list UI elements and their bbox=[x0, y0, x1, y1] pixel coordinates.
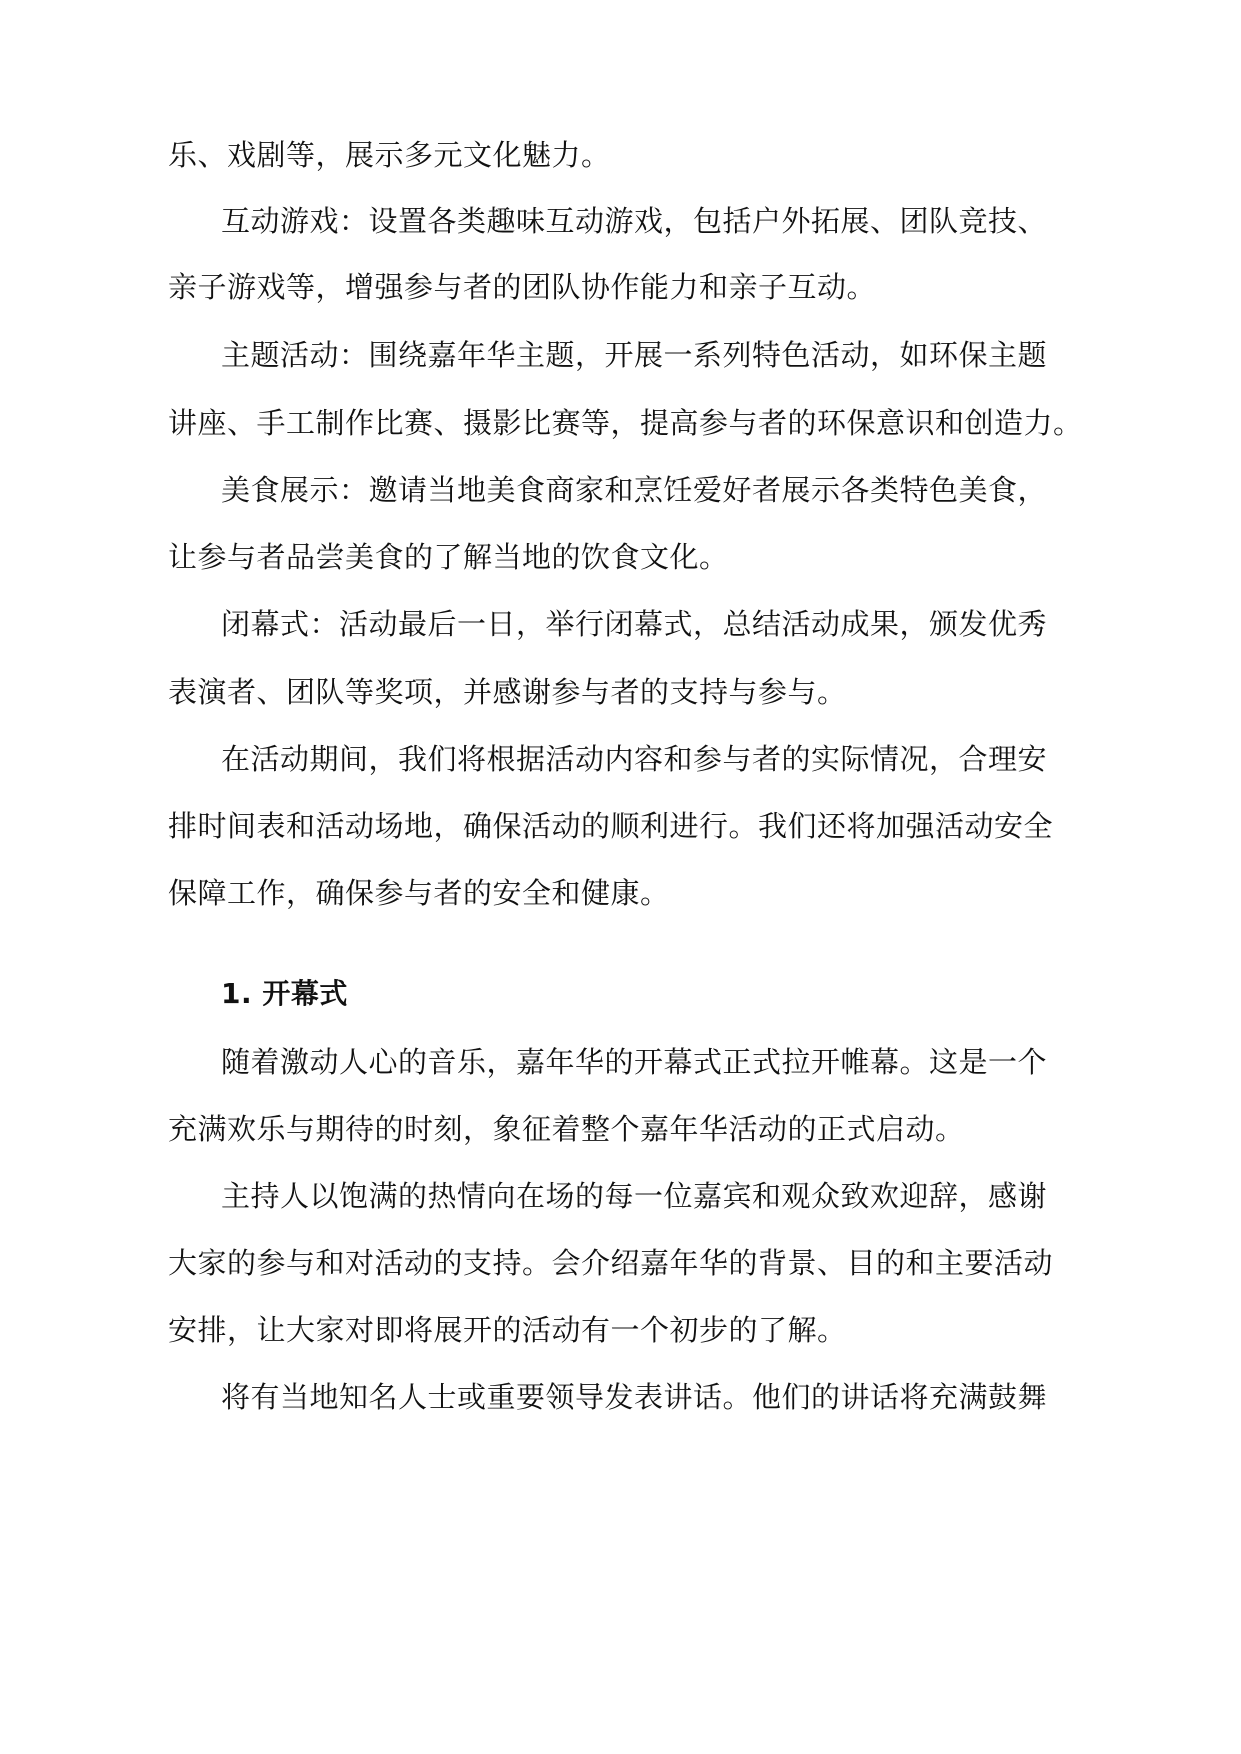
text-line: 表演者、团队等奖项，并感谢参与者的支持与参与。 bbox=[168, 675, 847, 709]
text-line: 安排，让大家对即将展开的活动有一个初步的了解。 bbox=[168, 1313, 847, 1347]
text-line: 在活动期间，我们将根据活动内容和参与者的实际情况，合理安 bbox=[221, 742, 1048, 776]
section-heading: 1. 开幕式 bbox=[221, 977, 348, 1010]
text-line: 充满欢乐与期待的时刻，象征着整个嘉年华活动的正式启动。 bbox=[168, 1112, 965, 1146]
text-line: 闭幕式：活动最后一日，举行闭幕式，总结活动成果，颁发优秀 bbox=[221, 607, 1048, 641]
text-line: 讲座、手工制作比赛、摄影比赛等，提高参与者的环保意识和创造力。 bbox=[168, 406, 1083, 440]
text-line: 乐、戏剧等，展示多元文化魅力。 bbox=[168, 138, 611, 172]
text-line: 美食展示：邀请当地美食商家和烹饪爱好者展示各类特色美食， bbox=[221, 473, 1048, 507]
text-line: 排时间表和活动场地，确保活动的顺利进行。我们还将加强活动安全 bbox=[168, 809, 1054, 843]
text-line: 随着激动人心的音乐，嘉年华的开幕式正式拉开帷幕。这是一个 bbox=[221, 1045, 1048, 1079]
text-line: 亲子游戏等，增强参与者的团队协作能力和亲子互动。 bbox=[168, 270, 877, 304]
text-line: 互动游戏：设置各类趣味互动游戏，包括户外拓展、团队竞技、 bbox=[221, 204, 1048, 238]
text-line: 大家的参与和对活动的支持。会介绍嘉年华的背景、目的和主要活动 bbox=[168, 1246, 1054, 1280]
text-line: 保障工作，确保参与者的安全和健康。 bbox=[168, 876, 670, 910]
text-line: 将有当地知名人士或重要领导发表讲话。他们的讲话将充满鼓舞 bbox=[221, 1380, 1048, 1414]
text-line: 让参与者品尝美食的了解当地的饮食文化。 bbox=[168, 540, 729, 574]
text-line: 主题活动：围绕嘉年华主题，开展一系列特色活动，如环保主题 bbox=[221, 338, 1048, 372]
text-line: 主持人以饱满的热情向在场的每一位嘉宾和观众致欢迎辞，感谢 bbox=[221, 1179, 1048, 1213]
